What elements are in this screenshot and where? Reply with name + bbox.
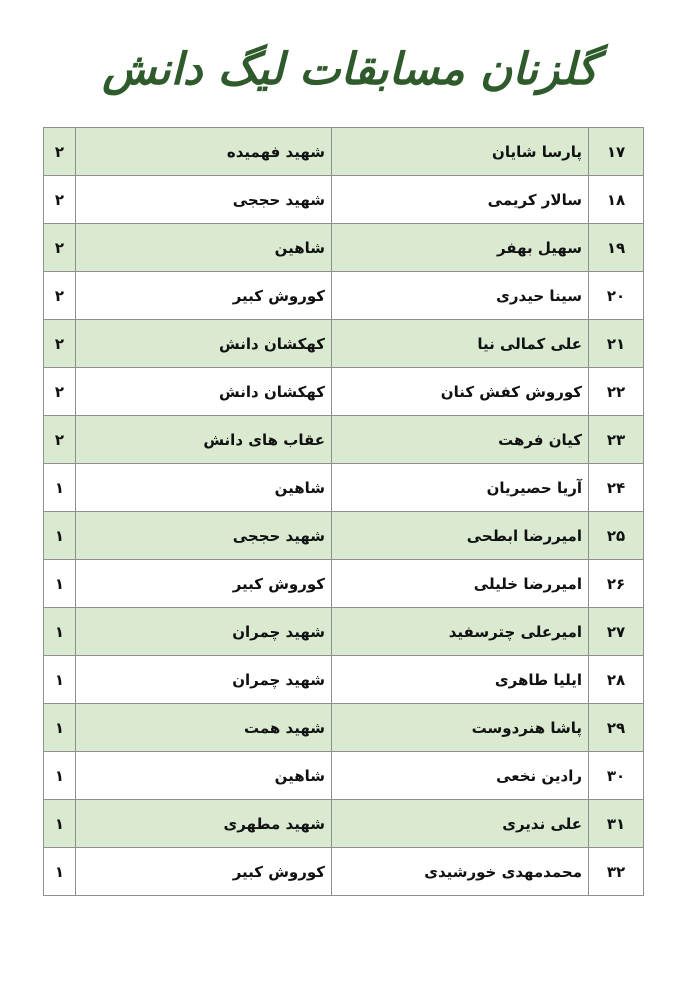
school-name: شهید چمران xyxy=(76,656,332,704)
player-name: امیررضا خلیلی xyxy=(332,560,589,608)
player-name: آریا حصیریان xyxy=(332,464,589,512)
school-name: شهید حججی xyxy=(76,176,332,224)
row-number: ۲۵ xyxy=(589,512,644,560)
goal-count: ۱ xyxy=(44,656,76,704)
table-row xyxy=(44,848,644,896)
table-row xyxy=(44,560,644,608)
goal-count: ۲ xyxy=(44,272,76,320)
row-number: ۲۳ xyxy=(589,416,644,464)
goal-count: ۱ xyxy=(44,560,76,608)
school-name: شهید چمران xyxy=(76,608,332,656)
row-number: ۳۲ xyxy=(589,848,644,896)
row-number: ۱۷ xyxy=(589,128,644,176)
table-row xyxy=(44,608,644,656)
goal-count: ۲ xyxy=(44,320,76,368)
school-name: عقاب های دانش xyxy=(76,416,332,464)
row-number: ۲۲ xyxy=(589,368,644,416)
school-name: شهید همت xyxy=(76,704,332,752)
goal-count: ۱ xyxy=(44,800,76,848)
table-row xyxy=(44,368,644,416)
table-row xyxy=(44,512,644,560)
row-number: ۲۴ xyxy=(589,464,644,512)
school-name: کهکشان دانش xyxy=(76,368,332,416)
page-title: گلزنان مسابقات لیگ دانش xyxy=(102,44,598,95)
player-name: محمدمهدی خورشیدی xyxy=(332,848,589,896)
scorers-table xyxy=(43,127,644,896)
goal-count: ۱ xyxy=(44,512,76,560)
school-name: شاهین xyxy=(76,224,332,272)
goal-count: ۱ xyxy=(44,848,76,896)
school-name: شاهین xyxy=(76,464,332,512)
table-row xyxy=(44,800,644,848)
row-number: ۲۶ xyxy=(589,560,644,608)
player-name: امیرعلی چترسفید xyxy=(332,608,589,656)
row-number: ۲۰ xyxy=(589,272,644,320)
goal-count: ۱ xyxy=(44,464,76,512)
school-name: کوروش کبیر xyxy=(76,848,332,896)
player-name: ایلیا طاهری xyxy=(332,656,589,704)
player-name: علی ندیری xyxy=(332,800,589,848)
goal-count: ۲ xyxy=(44,224,76,272)
school-name: کهکشان دانش xyxy=(76,320,332,368)
table-row xyxy=(44,704,644,752)
row-number: ۱۹ xyxy=(589,224,644,272)
goal-count: ۲ xyxy=(44,176,76,224)
player-name: سهیل بهفر xyxy=(332,224,589,272)
goal-count: ۲ xyxy=(44,128,76,176)
goal-count: ۲ xyxy=(44,368,76,416)
table-row xyxy=(44,464,644,512)
player-name: پاشا هنردوست xyxy=(332,704,589,752)
table-row xyxy=(44,176,644,224)
table-row xyxy=(44,752,644,800)
school-name: شهید مطهری xyxy=(76,800,332,848)
row-number: ۳۰ xyxy=(589,752,644,800)
table-row xyxy=(44,416,644,464)
row-number: ۲۱ xyxy=(589,320,644,368)
row-number: ۲۸ xyxy=(589,656,644,704)
row-number: ۲۷ xyxy=(589,608,644,656)
player-name: امیررضا ابطحی xyxy=(332,512,589,560)
school-name: شهید حججی xyxy=(76,512,332,560)
table-row xyxy=(44,128,644,176)
goal-count: ۱ xyxy=(44,704,76,752)
school-name: کوروش کبیر xyxy=(76,272,332,320)
row-number: ۳۱ xyxy=(589,800,644,848)
player-name: سینا حیدری xyxy=(332,272,589,320)
player-name: علی کمالی نیا xyxy=(332,320,589,368)
school-name: شهید فهمیده xyxy=(76,128,332,176)
school-name: کوروش کبیر xyxy=(76,560,332,608)
table-row xyxy=(44,320,644,368)
row-number: ۲۹ xyxy=(589,704,644,752)
player-name: کیان فرهت xyxy=(332,416,589,464)
row-number: ۱۸ xyxy=(589,176,644,224)
player-name: سالار کریمی xyxy=(332,176,589,224)
table-row xyxy=(44,224,644,272)
goal-count: ۱ xyxy=(44,752,76,800)
table-row xyxy=(44,272,644,320)
player-name: پارسا شایان xyxy=(332,128,589,176)
goal-count: ۱ xyxy=(44,608,76,656)
school-name: شاهین xyxy=(76,752,332,800)
player-name: کوروش کفش کنان xyxy=(332,368,589,416)
player-name: رادین نخعی xyxy=(332,752,589,800)
table-row xyxy=(44,656,644,704)
goal-count: ۲ xyxy=(44,416,76,464)
